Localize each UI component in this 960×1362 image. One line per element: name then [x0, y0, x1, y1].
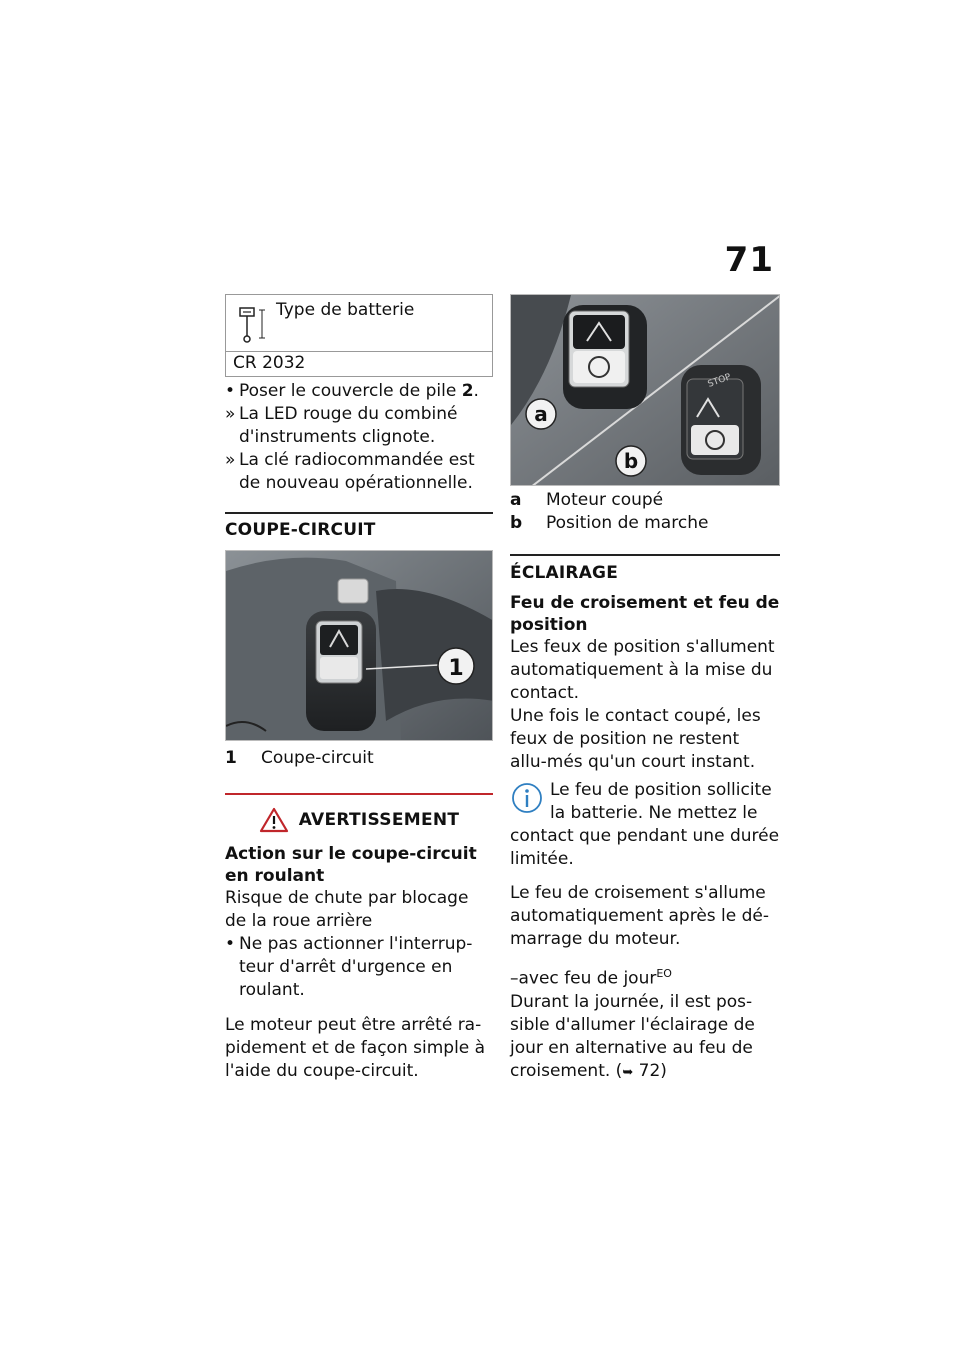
figure-label-a: a — [534, 402, 548, 426]
figure-caption-row — [510, 512, 780, 535]
section-divider — [510, 554, 780, 556]
caption-key: a — [510, 490, 522, 510]
left-column — [225, 294, 493, 1083]
option-line: –avec feu de jour$^{EO}$ — [510, 967, 672, 989]
paragraph: Le feu de croisement s'allume automatiquement après le dé-marrage du moteur. — [510, 883, 770, 949]
steps-list — [225, 380, 493, 495]
figure-label-1: 1 — [448, 656, 464, 681]
bullet-marker: • — [225, 381, 236, 401]
figure-caption-row — [510, 489, 780, 512]
result-marker: » — [225, 404, 236, 424]
result-marker: » — [225, 450, 236, 470]
warning-divider — [225, 793, 493, 795]
section-title-eclairage: ÉCLAIRAGE — [510, 563, 619, 583]
coupe-paragraph: Le moteur peut être arrêté ra-pidement et de façon simple à l'aide du coupe-circuit. — [225, 1015, 486, 1081]
list-item: » La clé radiocommandée est de nouveau opérationnelle. — [225, 450, 475, 493]
list-item: • Poser le couvercle de pile 2. — [225, 381, 479, 401]
warning-bullet: • Ne pas actionner l'interrup-teur d'arrêt d'urgence en roulant. — [225, 934, 473, 1000]
warning-heading — [225, 807, 493, 833]
kill-switch-photo — [225, 550, 493, 741]
bullet-marker: • — [225, 934, 236, 954]
warning-heading-text: AVERTISSEMENT — [298, 810, 460, 830]
stop-label: STOP — [706, 372, 733, 390]
section-divider — [225, 512, 493, 514]
battery-type-label: Type de batterie — [276, 300, 415, 320]
warning-box — [225, 807, 493, 1002]
page-reference-arrow-icon: ➥ — [622, 1064, 634, 1080]
info-text: Le feu de position sollicite la batterie. Ne mettez le contact que pendant une durée limitée. — [510, 780, 780, 869]
figure-label-b: b — [623, 449, 639, 473]
figure-caption-row — [225, 747, 493, 770]
caption-text: Moteur coupé — [546, 490, 664, 510]
battery-icon — [238, 304, 268, 344]
caption-text: Position de marche — [546, 513, 709, 533]
subsection-title: Feu de croisement et feu de position — [510, 593, 780, 635]
section-title-coupe-circuit: COUPE-CIRCUIT — [225, 520, 376, 540]
option-superscript: EO — [656, 967, 672, 980]
info-note — [510, 779, 780, 871]
battery-type-row — [226, 295, 492, 352]
list-item: » La LED rouge du combiné d'instruments clignote. — [225, 404, 458, 447]
page-reference[interactable]: 72 — [638, 1060, 661, 1081]
warning-risk: Risque de chute par blocage de la roue arrière — [225, 888, 469, 931]
battery-type-value: CR 2032 — [233, 353, 306, 373]
caption-key: 1 — [225, 748, 237, 768]
paragraph: Durant la journée, il est pos-sible d'allumer l'éclairage de jour en alternative au feu de croisement. (➥ 72) — [510, 991, 755, 1081]
warning-title: Action sur le coupe-circuit en roulant — [225, 844, 477, 886]
battery-table — [225, 294, 493, 377]
kill-switch-illustration — [226, 551, 493, 741]
right-column — [510, 294, 780, 1084]
info-icon — [510, 781, 544, 815]
paragraph: Les feux de position s'allument automatiquement à la mise du contact. — [510, 637, 775, 703]
warning-triangle-icon — [259, 807, 289, 833]
switch-positions-photo — [510, 294, 780, 486]
page-number: 71 — [724, 240, 774, 280]
caption-text: Coupe-circuit — [261, 748, 374, 768]
switch-positions-illustration — [511, 295, 780, 486]
switch-captions — [510, 489, 780, 535]
caption-key: b — [510, 513, 523, 533]
paragraph: Une fois le contact coupé, les feux de position ne restent allu-més qu'un court instant. — [510, 706, 761, 772]
